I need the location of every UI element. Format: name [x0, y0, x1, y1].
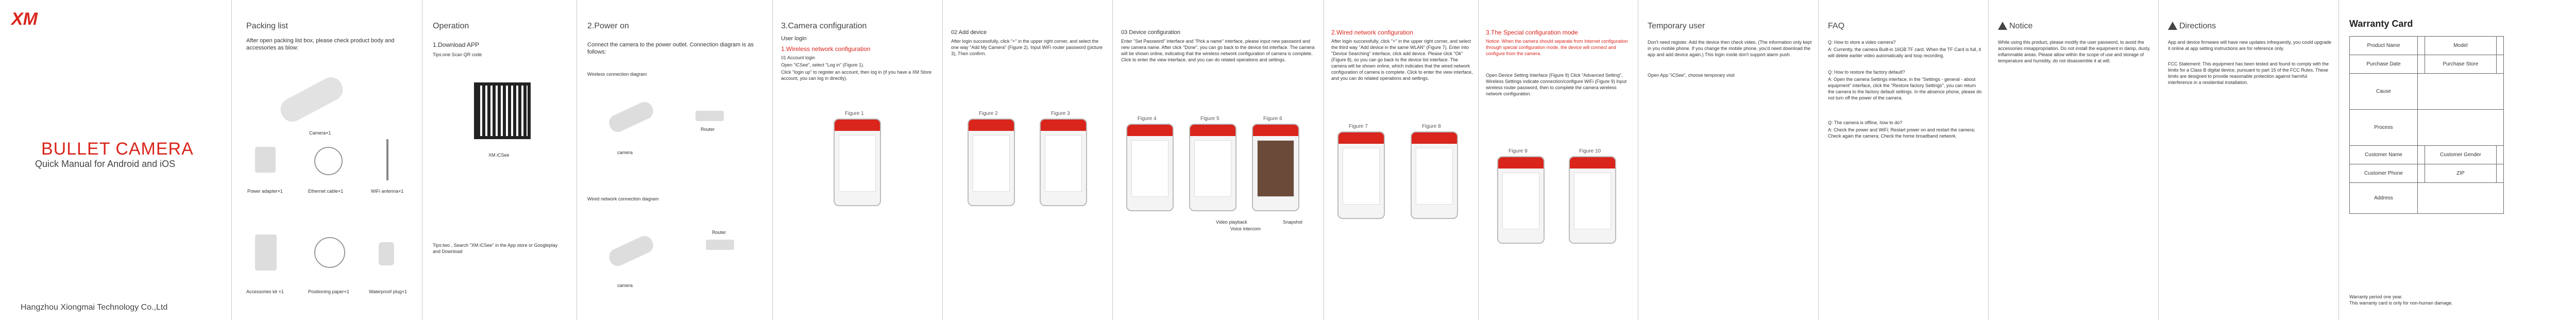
temp-text: Don't need register. Add the device then check video. (The information only kept in you mobile phone. If you change the mobile phone, you'd need download the app and add device again.) This login mode don't support alarm push.	[1648, 40, 1812, 57]
operation-panel	[422, 0, 577, 320]
warranty-cell: Product Name	[2350, 37, 2418, 55]
wired-text: After login successfully, click "+" in the upper right corner, and select the third way "Add device in the same WLAN" (Figure 7). Enter into "Device Searching" interface, click add device. Please click "Ok" (Figure 8), so you can go back to the device list interface. The camera will be shown online, which indicates that the wired network configuration of camera is complete. Click to enter the view interface, and you can do related operations and settings.	[1331, 39, 1473, 81]
special-text: Open Device Setting Interface (Figure 9) Click "Advanced Setting", Wireless Settings indicate connection/configure WiFi (Figure 9) Input wireless router password, then to complete the camera wireless network configuration.	[1486, 73, 1627, 96]
warranty-cell: ZIP	[2425, 164, 2497, 183]
power-adapter-image	[255, 147, 276, 173]
figure-5-label: Figure 5	[1200, 116, 1219, 122]
config-step-2: Click "login up" to register an account, then log in (if you have a XM Store account, you can log in directly).	[781, 70, 932, 81]
warranty-row-process	[2350, 110, 2504, 146]
warranty-panel	[2339, 0, 2576, 320]
item-waterproof-plug: Waterproof plug×1	[369, 289, 407, 294]
notice-icon	[1998, 22, 2007, 30]
faq-a3: A: Check the power and WiFi; Restart power on and restart the camera; Check again the camera; Check the home broadband network.	[1828, 127, 1975, 139]
warranty-cell: Customer Phone	[2350, 164, 2418, 183]
figure-3-label: Figure 3	[1051, 111, 1070, 116]
figure-4-phone	[1126, 124, 1174, 211]
warranty-cell[interactable]	[2496, 146, 2503, 164]
camera-label-2: camera	[617, 283, 633, 288]
ethernet-cable-image	[314, 147, 343, 175]
cover-panel	[0, 0, 232, 320]
account-login-label: 01 Account login	[781, 55, 816, 60]
wired-panel	[1324, 0, 1479, 320]
notice-text: While using this product, please modify the user password, to avoid the accessories misappropriation. Do not install the equipment in damp, dusty, inflammable areas. Please allow within the scope of use and storage of temperature and humidity, do not disassemble it at will.	[1998, 40, 2150, 63]
config-heading: 3.Camera configuration	[781, 22, 867, 30]
warranty-cell[interactable]	[2417, 164, 2425, 183]
faq-q1: Q: How to store a video camera?	[1828, 40, 1896, 45]
router-label-2: Router	[712, 230, 726, 235]
wired-camera-image	[606, 233, 656, 269]
warranty-cell[interactable]	[2496, 164, 2503, 183]
temp-step: Open App "iCSee", choose temporary visit	[1648, 73, 1735, 78]
devconfig-heading: 03 Device configuration	[1121, 29, 1180, 36]
warranty-row-address	[2350, 183, 2504, 214]
figure-3-phone	[1040, 119, 1087, 206]
warranty-footer: Warranty period one year. This warranty card is only for non-human damage.	[2349, 294, 2453, 306]
positioning-paper-image	[314, 237, 345, 268]
operation-heading: Operation	[433, 22, 469, 30]
wired-diagram-label: Wired network connection diagram	[587, 196, 659, 201]
notice-heading: Notice	[2009, 22, 2033, 30]
item-wifi-antenna: WiFi antenna×1	[371, 189, 404, 194]
warranty-cell[interactable]	[2417, 55, 2425, 74]
packing-intro: After open packing list box, please check product body and accessories as blow:	[246, 38, 395, 51]
warranty-cell: Customer Name	[2350, 146, 2418, 164]
figure-10-phone	[1569, 156, 1616, 244]
notice-panel	[1989, 0, 2159, 320]
faq-q2: Q: How to restore the factory default?	[1828, 70, 1905, 75]
warranty-cell: Purchase Store	[2425, 55, 2497, 74]
product-subtitle: Quick Manual for Android and iOS	[35, 159, 176, 169]
temp-panel	[1638, 0, 1819, 320]
figure-1-label: Figure 1	[845, 111, 864, 116]
adddevice-text: After login successfully, click "+" in the upper right corner, and select the one way "Add My Camera" (Figure 2). Input WiFi router password (picture 3), Then confirm.	[951, 39, 1103, 56]
special-heading: 3.The Special configuration mode	[1486, 29, 1578, 36]
callout-voice-intercom: Voice intercom	[1230, 226, 1261, 231]
figure-5-phone	[1189, 124, 1236, 211]
config-step-1: Open "iCSee", select "Log in" (Figure 1).	[781, 62, 865, 68]
figure-7-phone	[1337, 131, 1385, 219]
packing-heading: Packing list	[246, 22, 288, 30]
warranty-cell[interactable]	[2417, 183, 2503, 214]
figure-8-label: Figure 8	[1422, 124, 1441, 129]
directions-heading: Directions	[2179, 22, 2216, 30]
item-ethernet-cable: Ethernet cable×1	[308, 189, 344, 194]
item-accessories-kit: Accessories kit ×1	[246, 289, 284, 294]
warranty-cell: Address	[2350, 183, 2418, 214]
faq-heading: FAQ	[1828, 22, 1845, 30]
warranty-cell[interactable]	[2496, 37, 2503, 55]
special-notice: Notice: When the camera should separate from Internet configuration through special configuration mode, the device will connect and configure from the camera.	[1486, 39, 1628, 56]
warranty-row-phone	[2350, 164, 2504, 183]
download-step: 1.Download APP	[433, 41, 480, 48]
camera-image	[277, 73, 347, 126]
faq-q3: Q: The camera is offline, how to do?	[1828, 120, 1903, 125]
directions-icon	[2168, 22, 2177, 30]
qr-label: XM iCSee	[488, 153, 510, 158]
warranty-heading: Warranty Card	[2349, 19, 2413, 29]
power-heading: 2.Power on	[587, 22, 629, 30]
adddevice-heading: 02 Add device	[951, 29, 987, 36]
faq-panel	[1819, 0, 1989, 320]
warranty-cell: Process	[2350, 110, 2418, 146]
figure-9-label: Figure 9	[1509, 148, 1528, 154]
directions-panel	[2159, 0, 2339, 320]
wired-heading: 2.Wired network configuration	[1331, 29, 1413, 36]
figure-2-label: Figure 2	[979, 111, 998, 116]
power-panel	[577, 0, 773, 320]
faq-a1: A: Currently, the camera Built-in 16GB TF card. When the TF Card is full, it will delete earlier video automatically and loop recording.	[1828, 47, 1981, 58]
product-title: BULLET CAMERA	[41, 139, 194, 159]
warranty-cell[interactable]	[2417, 146, 2425, 164]
warranty-cell: Purchase Date	[2350, 55, 2418, 74]
devconfig-panel	[1113, 0, 1324, 320]
config-panel	[773, 0, 943, 320]
figure-4-label: Figure 4	[1138, 116, 1157, 122]
figure-8-phone	[1411, 131, 1458, 219]
warranty-row-customer	[2350, 146, 2504, 164]
router-label-1: Router	[701, 127, 715, 132]
warranty-cell[interactable]	[2417, 74, 2503, 110]
power-text: Connect the camera to the power outlet. Connection diagram is as follows:	[587, 42, 754, 55]
temp-heading: Temporary user	[1648, 22, 1705, 30]
warranty-row-product	[2350, 37, 2504, 55]
directions-intro: App and device firmware will have new updates infrequently, you could upgrade it online at app setting instructions are for reference only.	[2168, 40, 2332, 51]
warranty-row-purchase	[2350, 55, 2504, 74]
warranty-cell[interactable]	[2417, 110, 2503, 146]
figure-10-label: Figure 10	[1579, 148, 1601, 154]
figure-2-phone	[968, 119, 1015, 206]
figure-9-phone	[1497, 156, 1545, 244]
directions-fcc: FCC Statement: This equipment has been tested and found to comply with the limits for a Class B digital device, pursuant to part 15 of the FCC Rules. These limits are designed to provide reasonable protection against harmful interference in a residential installation.	[2168, 61, 2329, 85]
brand-logo: XM	[11, 9, 38, 29]
waterproof-plug-image	[379, 242, 394, 265]
wireless-diagram-label: Wireless connection diagram	[587, 72, 647, 77]
warranty-cell: Cause	[2350, 74, 2418, 110]
special-panel	[1479, 0, 1638, 320]
wireless-config-heading: 1.Wireless network configuration	[781, 45, 871, 53]
callout-snapshot: Snapshot	[1283, 220, 1303, 225]
devconfig-text: Enter "Set Password" interface and "Pick a name" interface, please input new password and new camera name. After click "Done", you can go back to the device list interface. The camera will be shown online, indicating that the wireless network configuration of camera is complete. Click to enter the view interface, and you can do related operations and settings.	[1121, 39, 1315, 62]
item-power-adapter: Power adapter×1	[247, 189, 283, 194]
figure-6-phone	[1252, 124, 1299, 211]
camera-label-1: camera	[617, 150, 633, 155]
adddevice-panel	[943, 0, 1113, 320]
figure-1-phone	[834, 119, 881, 206]
figure-6-label: Figure 6	[1263, 116, 1282, 122]
wireless-router-image	[696, 111, 724, 121]
warranty-cell[interactable]	[2417, 37, 2425, 55]
warranty-cell[interactable]	[2496, 55, 2503, 74]
qr-code-image	[474, 82, 531, 139]
warranty-row-cause	[2350, 74, 2504, 110]
qr-hint: Tips:one Scan QR code	[433, 52, 482, 57]
user-login-label: User login	[781, 36, 807, 42]
search-tip: Tips:two , Search "XM iCSee" in the App store or Googleplay and Download	[433, 243, 558, 254]
item-positioning-paper: Positioning paper×1	[308, 289, 349, 294]
packing-panel	[232, 0, 422, 320]
callout-video-playback: Video playback	[1216, 220, 1247, 225]
accessories-kit-image	[255, 234, 277, 271]
warranty-cell: Customer Gender	[2425, 146, 2497, 164]
wireless-camera-image	[606, 99, 656, 135]
warranty-table	[2349, 36, 2504, 214]
warranty-cell: Model	[2425, 37, 2497, 55]
figure-7-label: Figure 7	[1349, 124, 1368, 129]
wired-router-image	[706, 240, 734, 250]
wifi-antenna-image	[386, 139, 388, 180]
company-name: Hangzhou Xiongmai Technology Co.,Ltd	[21, 303, 168, 312]
item-camera: Camera×1	[309, 130, 331, 136]
faq-a2: A: Open the camera Settings interface, in the "Settings - general - about equipment" interface, click the "Restore factory Settings", you can return the camera to the factory default settings. In the absence phone, please do not turn off the power of the camera.	[1828, 77, 1982, 100]
